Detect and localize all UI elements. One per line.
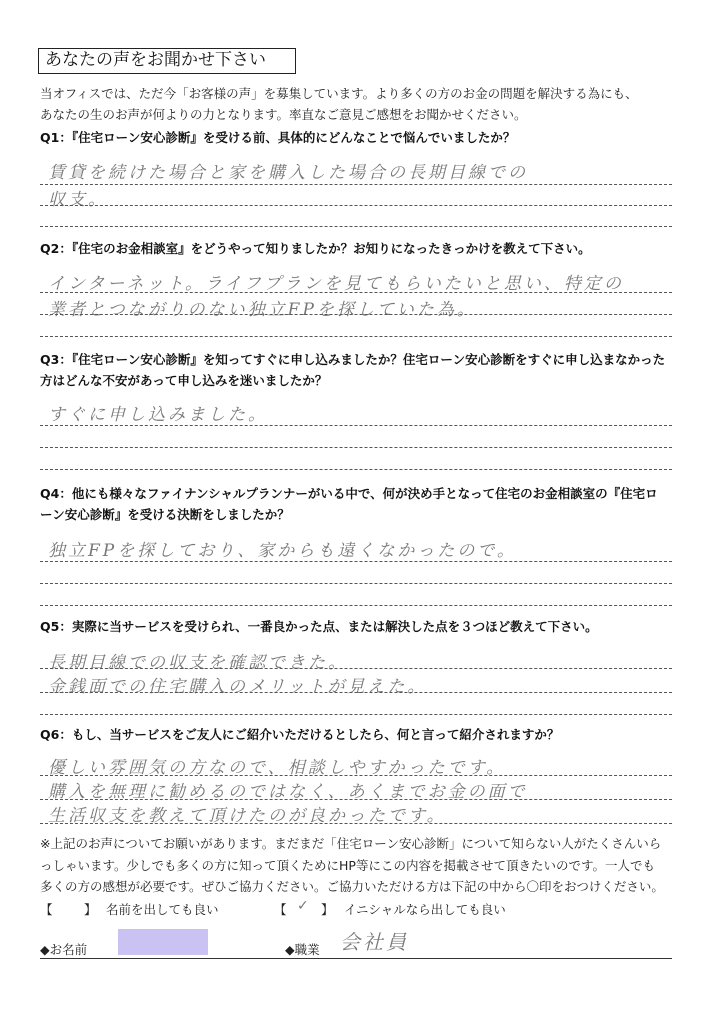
answer-line [40, 184, 672, 185]
answer-1-line-1: 賃貸を続けた場合と家を購入した場合の長期目線での [48, 163, 528, 183]
option-2-label: イニシャルなら出しても良い [344, 902, 506, 917]
job-value: 会社員 [340, 930, 409, 954]
answer-line [40, 447, 672, 448]
name-redaction [118, 929, 208, 955]
intro-line-1: 当オフィスでは、ただ今「お客様の声」を募集しています。より多くの方のお金の問題を解決する為にも、 [40, 86, 638, 101]
answer-line [40, 469, 672, 470]
answer-line [40, 823, 672, 824]
intro-line-2: あなたの生のお声が何よりの力となります。率直なご意見ご感想をお聞かせください。 [40, 107, 527, 122]
job-label: ◆職業 [285, 942, 320, 957]
answer-4-line-1: 独立FPを探しており、家からも遠くなかったので。 [48, 541, 517, 561]
question-6: Q6：もし、当サービスをご友人にご紹介いただけるとしたら、何と言って紹介されますか？ [40, 727, 560, 742]
option-2-check-mark: ✓ [297, 898, 309, 914]
notice-line-3: 多くの方の感想が必要です。ぜひご協力ください。ご協力いただける方は下記の中から〇印をおつけください。 [40, 879, 664, 894]
answer-line [40, 692, 672, 693]
answer-line [40, 314, 672, 315]
answer-line [40, 775, 672, 776]
answer-line [40, 799, 672, 800]
answer-line [40, 714, 672, 715]
question-1: Q1：『住宅ローン安心診断』を受ける前、具体的にどんなことで悩んでいましたか？ [40, 130, 516, 145]
question-4-line-1: Q4：他にも様々なファイナンシャルプランナーがいる中で、何が決め手となって住宅のお金相談室の『住宅ロ [40, 486, 658, 501]
answer-line [40, 292, 672, 293]
option-1-bracket-open: 【 [40, 902, 53, 917]
answer-5-line-2: 金銭面での住宅購入のメリットが見えた。 [48, 677, 428, 697]
answer-6-line-1: 優しい雰囲気の方なので、相談しやすかったです。 [48, 758, 507, 778]
answer-line [40, 425, 672, 426]
signature-line [40, 958, 672, 959]
notice-line-2: っしゃいます。少しでも多くの方に知って頂くためにHP等にこの内容を掲載させて頂きたいのです。一人でも [40, 858, 655, 873]
answer-line [40, 336, 672, 337]
question-2: Q2：『住宅のお金相談室』をどうやって知りましたか？お知りになったきっかけを教えて下さい。 [40, 241, 591, 256]
answer-1-line-2: 収支。 [48, 190, 108, 210]
answer-line [40, 605, 672, 606]
question-4-line-2: ーン安心診断』を受ける決断をしましたか？ [40, 507, 290, 522]
question-3-line-2: 方はどんな不安があって申し込みを迷いましたか？ [40, 373, 328, 388]
answer-6-line-2: 購入を無理に勧めるのではなく、あくまでお金の面で [48, 782, 528, 802]
page-title: あなたの声をお聞かせ下さい [38, 48, 296, 74]
notice-line-1: ※上記のお声についてお願いがあります。まだまだ「住宅ローン安心診断」について知らない人がたくさんいら [40, 836, 662, 851]
option-2-bracket-close: 】 [321, 902, 334, 917]
option-1-label: 名前を出しても良い [106, 902, 219, 917]
option-1-bracket-close: 】 [84, 902, 97, 917]
answer-line [40, 205, 672, 206]
answer-6-line-3: 生活収支を教えて頂けたのが良かったです。 [48, 806, 447, 826]
answer-5-line-1: 長期目線での収支を確認できた。 [48, 653, 348, 673]
answer-line [40, 561, 672, 562]
option-2-bracket-open: 【 [274, 902, 287, 917]
question-5: Q5：実際に当サービスを受けられ、一番良かった点、または解決した点を３つほど教えて下さい。 [40, 619, 598, 634]
answer-line [40, 226, 672, 227]
answer-2-line-1: インターネット。ライフプランを見てもらいたいと思い、特定の [48, 274, 624, 294]
name-label: ◆お名前 [40, 942, 88, 957]
answer-2-line-2: 業者とつながりのない独立FPを探していた為。 [48, 300, 477, 320]
answer-line [40, 668, 672, 669]
question-3-line-1: Q3：『住宅ローン安心診断』を知ってすぐに申し込みましたか？住宅ローン安心診断をすぐに申し込まなかった [40, 352, 666, 367]
answer-line [40, 583, 672, 584]
answer-3-line-1: すぐに申し込みました。 [48, 405, 268, 425]
